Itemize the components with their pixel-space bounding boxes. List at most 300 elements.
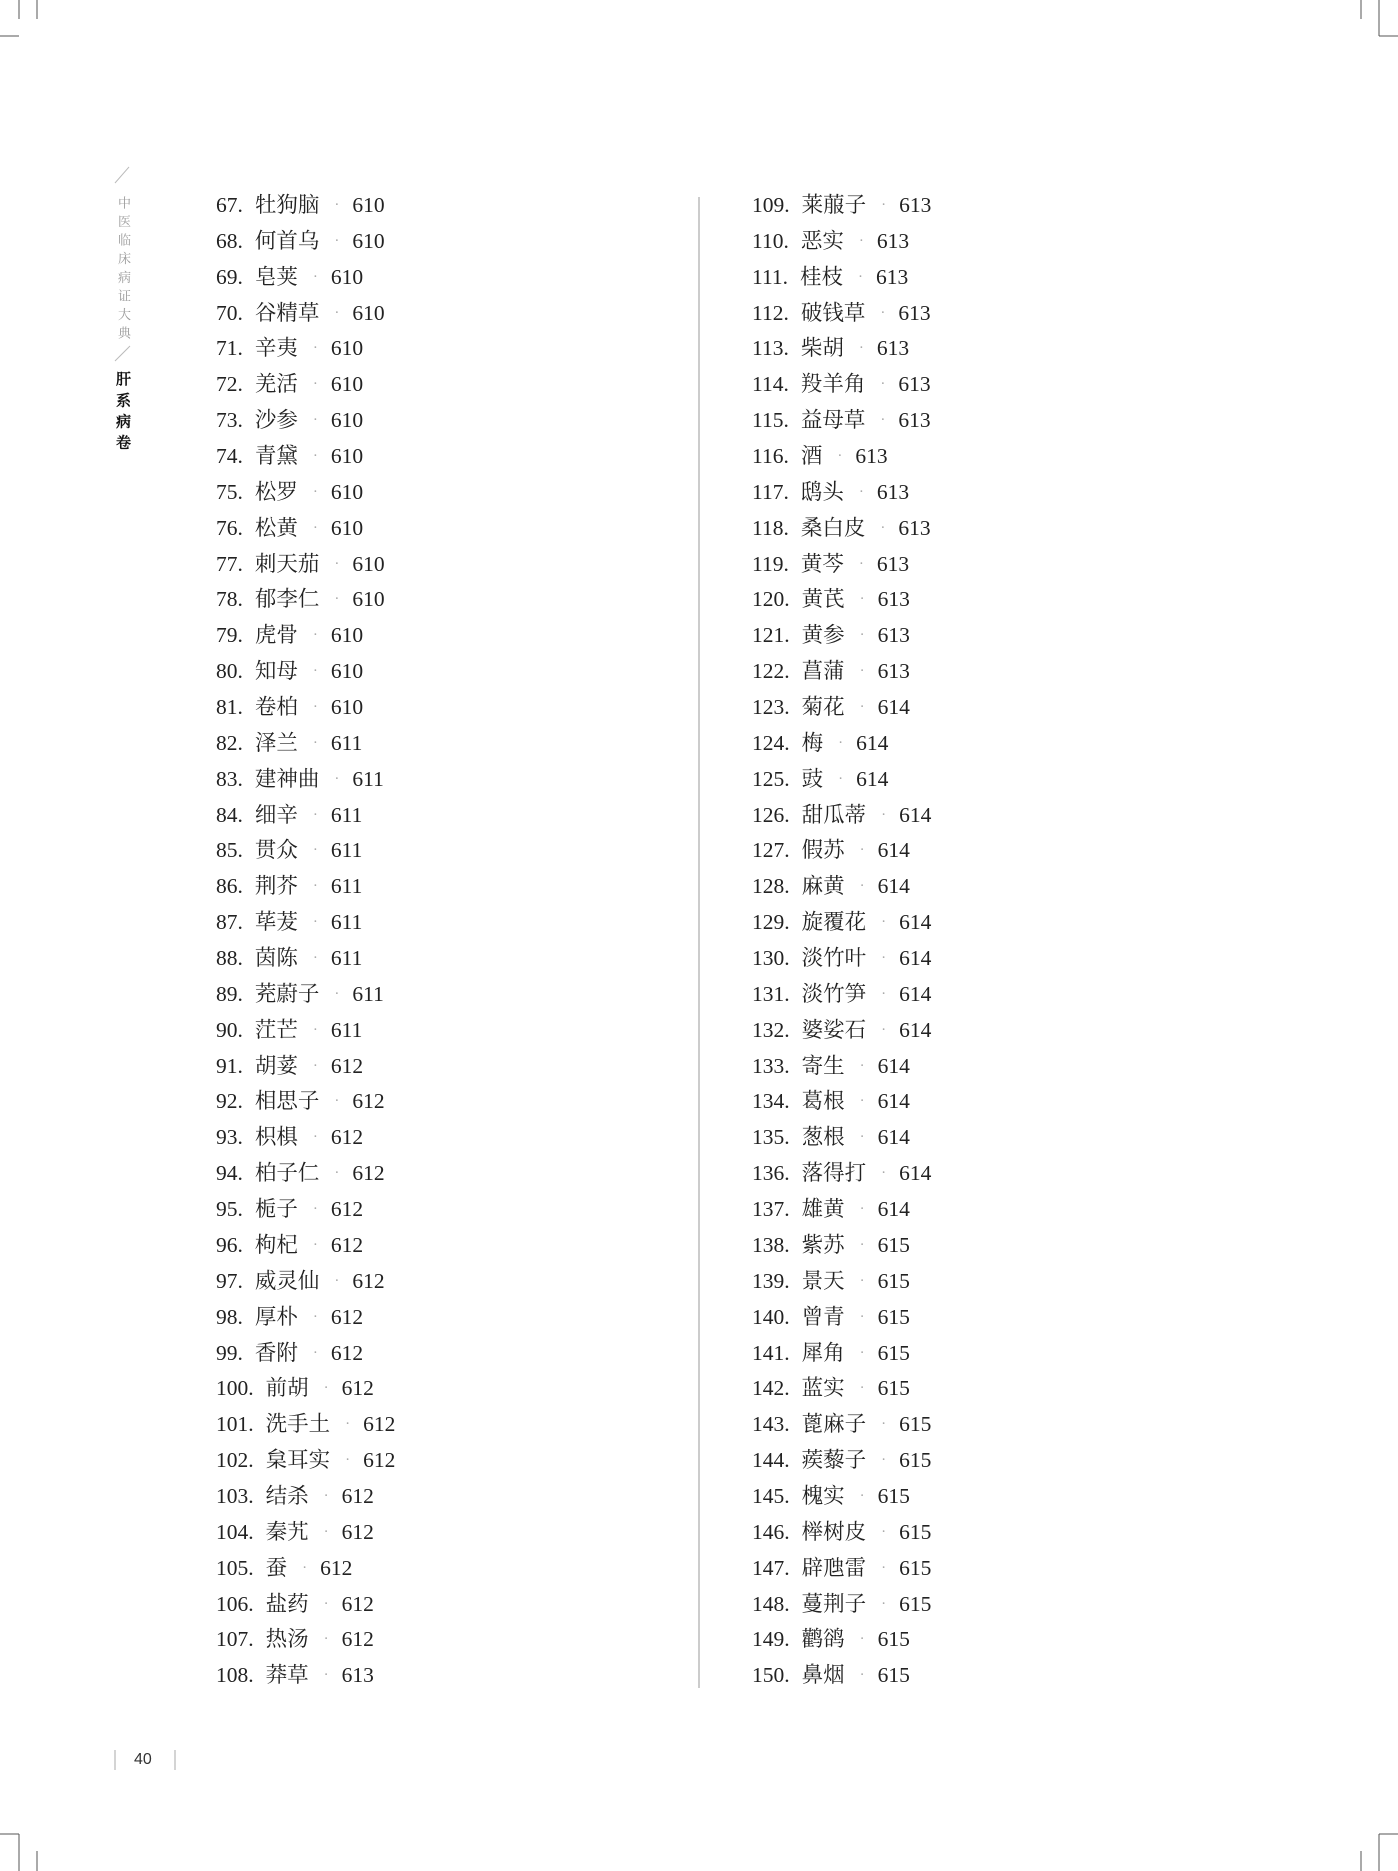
index-entry (216, 977, 656, 1013)
index-entry (752, 1013, 1192, 1049)
entry-name: 荆芥 (254, 874, 298, 899)
entry-separator: · (334, 232, 340, 249)
index-entry (216, 905, 656, 941)
entry-separator: · (859, 1236, 865, 1253)
entry-number: 119. (752, 551, 789, 576)
index-entry (752, 331, 1192, 367)
entry-number: 107. (216, 1627, 254, 1652)
entry-name: 黄芩 (800, 551, 844, 576)
entry-name: 益母草 (800, 408, 866, 433)
index-entry (216, 260, 656, 296)
entry-separator: · (323, 1667, 329, 1684)
entry-number: 137. (752, 1197, 790, 1222)
entry-name: 蓖麻子 (801, 1412, 867, 1437)
index-entry (752, 905, 1192, 941)
entry-number: 111. (752, 264, 789, 289)
entry-page: 612 (341, 1591, 374, 1616)
index-entry (752, 726, 1192, 762)
entry-number: 118. (752, 515, 789, 540)
entry-name: 栀子 (254, 1197, 298, 1222)
entry-separator: · (312, 519, 318, 536)
entry-name: 松罗 (254, 479, 298, 504)
index-entry (752, 1049, 1192, 1085)
index-entry (216, 762, 656, 798)
entry-name: 皂荚 (254, 264, 298, 289)
entry-number: 68. (216, 228, 243, 253)
index-entry (752, 188, 1192, 224)
entry-separator: · (838, 770, 844, 787)
entry-name: 旋覆花 (801, 910, 867, 935)
entry-name: 胡荽 (254, 1053, 298, 1078)
entry-page: 612 (330, 1340, 364, 1365)
index-entry (752, 1622, 1192, 1658)
entry-separator: · (838, 734, 844, 751)
entry-name: 曾青 (801, 1304, 845, 1329)
entry-page: 610 (330, 695, 364, 720)
entry-number: 106. (216, 1591, 254, 1616)
entry-name: 甜瓜蒂 (801, 802, 867, 827)
index-entry (752, 511, 1192, 547)
entry-page: 612 (341, 1627, 374, 1652)
entry-page: 612 (330, 1125, 364, 1150)
entry-separator: · (859, 1093, 865, 1110)
entry-separator: · (323, 1380, 329, 1397)
entry-number: 125. (752, 766, 790, 791)
index-entry (752, 1479, 1192, 1515)
entry-number: 142. (752, 1376, 790, 1401)
entry-name: 相思子 (254, 1089, 320, 1114)
entry-number: 114. (752, 372, 789, 397)
entry-number: 74. (216, 444, 243, 469)
entry-name: 结杀 (265, 1483, 309, 1508)
index-entry (752, 1658, 1192, 1694)
entry-page: 611 (330, 730, 363, 755)
entry-separator: · (881, 1559, 887, 1576)
index-entry (216, 1551, 656, 1587)
entry-page: 615 (877, 1663, 910, 1688)
entry-name: 柏子仁 (254, 1161, 320, 1186)
entry-number: 90. (216, 1017, 243, 1042)
index-entry (752, 439, 1192, 475)
entry-number: 97. (216, 1268, 243, 1293)
index-entry (216, 547, 656, 583)
entry-page: 613 (876, 264, 909, 289)
entry-number: 147. (752, 1555, 790, 1580)
entry-name: 梅 (801, 730, 824, 755)
index-entry (216, 726, 656, 762)
index-entry (216, 1228, 656, 1264)
index-entry (216, 511, 656, 547)
entry-number: 128. (752, 874, 790, 899)
index-entry (752, 1084, 1192, 1120)
entry-name: 恶实 (800, 228, 844, 253)
entry-number: 113. (752, 336, 789, 361)
index-entry (216, 798, 656, 834)
entry-number: 116. (752, 444, 789, 469)
entry-number: 84. (216, 802, 243, 827)
index-entry (752, 1443, 1192, 1479)
entry-name: 辟虺雷 (801, 1555, 867, 1580)
entry-name: 细辛 (254, 802, 298, 827)
entry-number: 140. (752, 1304, 790, 1329)
entry-number: 127. (752, 838, 790, 863)
index-entry (752, 1551, 1192, 1587)
entry-name: 寄生 (801, 1053, 845, 1078)
entry-separator: · (858, 483, 864, 500)
index-entry (752, 762, 1192, 798)
entry-number: 112. (752, 300, 789, 325)
entry-separator: · (859, 663, 865, 680)
entry-number: 93. (216, 1125, 243, 1150)
entry-name: 酒 (800, 444, 823, 469)
entry-separator: · (859, 1380, 865, 1397)
index-entry (216, 1587, 656, 1623)
entry-separator: · (345, 1416, 351, 1433)
entry-name: 豉 (801, 766, 824, 791)
entry-name: 榉树皮 (801, 1519, 867, 1544)
entry-number: 134. (752, 1089, 790, 1114)
index-entry (752, 1587, 1192, 1623)
index-entry (216, 188, 656, 224)
entry-name: 菖蒲 (801, 659, 845, 684)
entry-number: 79. (216, 623, 243, 648)
entry-separator: · (334, 770, 340, 787)
entry-page: 612 (363, 1448, 396, 1473)
entry-name: 菊花 (801, 695, 845, 720)
entry-separator: · (859, 1129, 865, 1146)
entry-page: 614 (856, 766, 889, 791)
entry-number: 123. (752, 695, 790, 720)
index-entry (216, 582, 656, 618)
entry-page: 614 (877, 1197, 910, 1222)
entry-page: 613 (898, 372, 931, 397)
entry-number: 82. (216, 730, 243, 755)
entry-number: 77. (216, 551, 243, 576)
entry-separator: · (880, 376, 886, 393)
entry-name: 茺蔚子 (254, 981, 320, 1006)
entry-page: 610 (330, 336, 364, 361)
entry-separator: · (312, 842, 318, 859)
entry-name: 黄参 (801, 623, 845, 648)
entry-separator: · (312, 699, 318, 716)
index-entry (752, 1515, 1192, 1551)
entry-page: 611 (352, 766, 384, 791)
entry-page: 611 (330, 946, 363, 971)
index-entry (752, 690, 1192, 726)
entry-name: 贯众 (254, 838, 298, 863)
entry-name: 盐药 (265, 1591, 309, 1616)
entry-number: 145. (752, 1483, 790, 1508)
entry-page: 612 (363, 1412, 396, 1437)
index-entry (216, 869, 656, 905)
entry-separator: · (858, 232, 864, 249)
entry-page: 612 (352, 1268, 385, 1293)
entry-number: 144. (752, 1448, 790, 1473)
entry-name: 辛夷 (254, 336, 298, 361)
entry-page: 613 (898, 408, 931, 433)
entry-number: 130. (752, 946, 790, 971)
index-entry (216, 1622, 656, 1658)
entry-page: 612 (341, 1483, 374, 1508)
entry-separator: · (312, 878, 318, 895)
entry-name: 桑白皮 (800, 515, 866, 540)
index-entry (752, 941, 1192, 977)
entry-separator: · (881, 1595, 887, 1612)
header-slash (115, 346, 130, 361)
entry-page: 610 (330, 264, 364, 289)
index-entry (752, 618, 1192, 654)
entry-page: 614 (899, 910, 932, 935)
entry-page: 614 (877, 874, 910, 899)
entry-separator: · (334, 1165, 340, 1182)
entry-number: 87. (216, 910, 243, 935)
entry-page: 610 (330, 479, 364, 504)
entry-name: 刺天茄 (254, 551, 320, 576)
entry-page: 612 (341, 1519, 374, 1544)
index-entry (752, 654, 1192, 690)
index-entry (752, 1156, 1192, 1192)
entry-page: 615 (877, 1376, 910, 1401)
entry-name: 洗手土 (265, 1412, 331, 1437)
entry-name: 荜茇 (254, 910, 298, 935)
entry-number: 67. (216, 193, 243, 217)
index-entry (752, 1228, 1192, 1264)
index-entry (216, 1049, 656, 1085)
entry-number: 72. (216, 372, 243, 397)
entry-name: 蔓荆子 (801, 1591, 867, 1616)
index-entry (752, 296, 1192, 332)
index-entry (216, 1300, 656, 1336)
entry-name: 蚕 (265, 1555, 288, 1580)
entry-page: 613 (341, 1663, 374, 1688)
entry-separator: · (334, 197, 340, 213)
entry-separator: · (881, 197, 887, 213)
entry-separator: · (880, 412, 886, 429)
entry-page: 614 (899, 946, 932, 971)
entry-name: 莽草 (265, 1663, 309, 1688)
entry-separator: · (312, 806, 318, 823)
entry-name: 知母 (254, 659, 298, 684)
index-entry (216, 331, 656, 367)
entry-number: 136. (752, 1161, 790, 1186)
entry-separator: · (312, 1308, 318, 1325)
entry-page: 615 (877, 1627, 910, 1652)
entry-page: 610 (330, 444, 364, 469)
index-entry (752, 1407, 1192, 1443)
entry-number: 131. (752, 981, 790, 1006)
entry-page: 612 (352, 1089, 385, 1114)
entry-name: 谷精草 (254, 300, 320, 325)
entry-page: 613 (877, 659, 910, 684)
entry-number: 122. (752, 659, 790, 684)
index-entry (216, 618, 656, 654)
index-entry (752, 260, 1192, 296)
entry-number: 105. (216, 1555, 254, 1580)
index-entry (752, 1192, 1192, 1228)
entry-number: 96. (216, 1232, 243, 1257)
entry-name: 槐实 (801, 1483, 845, 1508)
entry-number: 88. (216, 946, 243, 971)
entry-page: 612 (330, 1232, 364, 1257)
entry-number: 129. (752, 910, 790, 935)
entry-number: 138. (752, 1232, 790, 1257)
entry-separator: · (312, 627, 318, 644)
index-entry (216, 941, 656, 977)
entry-separator: · (312, 950, 318, 967)
entry-page: 614 (877, 1053, 910, 1078)
entry-page: 610 (330, 372, 364, 397)
entry-name: 破钱草 (800, 300, 866, 325)
index-entry (216, 1658, 656, 1694)
index-entry (752, 224, 1192, 260)
entry-page: 613 (876, 336, 910, 361)
entry-page: 611 (352, 981, 384, 1006)
entry-name: 鹳鹆 (801, 1627, 845, 1652)
entry-name: 沙参 (254, 408, 298, 433)
index-column-left (216, 188, 656, 1694)
entry-page: 611 (330, 802, 363, 827)
entry-page: 610 (352, 228, 385, 253)
entry-page: 610 (330, 659, 364, 684)
entry-separator: · (334, 1272, 340, 1289)
entry-page: 614 (899, 1161, 932, 1186)
entry-separator: · (312, 412, 318, 429)
entry-separator: · (859, 1057, 865, 1074)
entry-number: 78. (216, 587, 243, 612)
entry-page: 615 (899, 1555, 932, 1580)
index-entry (752, 547, 1192, 583)
entry-number: 70. (216, 300, 243, 325)
index-entry (216, 224, 656, 260)
entry-separator: · (312, 268, 318, 285)
entry-separator: · (312, 1057, 318, 1074)
index-column-right (752, 188, 1192, 1694)
entry-name: 婆娑石 (801, 1017, 867, 1042)
page-number: 40 (134, 1751, 152, 1768)
entry-page: 614 (899, 802, 932, 827)
index-entry (752, 1336, 1192, 1372)
entry-separator: · (881, 1452, 887, 1469)
entry-number: 101. (216, 1412, 254, 1437)
entry-separator: · (881, 1021, 887, 1038)
entry-separator: · (312, 663, 318, 680)
index-entry (216, 1336, 656, 1372)
index-entry (752, 798, 1192, 834)
entry-number: 132. (752, 1017, 790, 1042)
entry-page: 615 (899, 1448, 932, 1473)
entry-separator: · (858, 340, 864, 357)
entry-page: 615 (877, 1483, 910, 1508)
entry-number: 75. (216, 479, 243, 504)
index-entry (752, 403, 1192, 439)
index-entry (752, 869, 1192, 905)
entry-page: 613 (876, 551, 910, 576)
entry-page: 612 (330, 1053, 364, 1078)
entry-separator: · (881, 1416, 887, 1433)
entry-page: 610 (352, 551, 385, 576)
entry-name: 鼻烟 (801, 1663, 845, 1688)
entry-number: 135. (752, 1125, 790, 1150)
entry-separator: · (881, 1165, 887, 1182)
entry-name: 牡狗脑 (254, 193, 320, 217)
entry-page: 610 (330, 515, 364, 540)
entry-number: 133. (752, 1053, 790, 1078)
entry-separator: · (881, 950, 887, 967)
entry-number: 100. (216, 1376, 254, 1401)
entry-page: 615 (877, 1232, 910, 1257)
entry-number: 94. (216, 1161, 243, 1186)
entry-page: 611 (330, 874, 363, 899)
entry-number: 143. (752, 1412, 790, 1437)
entry-separator: · (859, 1272, 865, 1289)
entry-number: 102. (216, 1448, 254, 1473)
entry-separator: · (881, 806, 887, 823)
entry-number: 149. (752, 1627, 790, 1652)
entry-name: 茳芒 (254, 1017, 298, 1042)
entry-page: 612 (330, 1304, 364, 1329)
entry-name: 景天 (801, 1268, 845, 1293)
entry-page: 614 (856, 730, 889, 755)
index-entry (752, 367, 1192, 403)
index-entry (216, 1407, 656, 1443)
entry-name: 威灵仙 (254, 1268, 320, 1293)
entry-page: 612 (320, 1555, 353, 1580)
entry-page: 612 (330, 1197, 364, 1222)
entry-number: 71. (216, 336, 243, 361)
entry-number: 69. (216, 264, 243, 289)
entry-name: 柴胡 (800, 336, 844, 361)
entry-number: 148. (752, 1591, 790, 1616)
entry-number: 104. (216, 1519, 254, 1544)
entry-page: 613 (877, 623, 910, 648)
index-entry (216, 654, 656, 690)
entry-number: 95. (216, 1197, 243, 1222)
entry-separator: · (312, 1236, 318, 1253)
entry-page: 612 (341, 1376, 374, 1401)
entry-separator: · (312, 1129, 318, 1146)
index-entry (752, 977, 1192, 1013)
entry-page: 615 (877, 1304, 910, 1329)
entry-separator: · (859, 1487, 865, 1504)
entry-name: 淡竹叶 (801, 946, 867, 971)
entry-number: 126. (752, 802, 790, 827)
entry-page: 614 (899, 981, 932, 1006)
entry-name: 羖羊角 (800, 372, 866, 397)
entry-name: 香附 (254, 1340, 298, 1365)
entry-page: 610 (352, 587, 385, 612)
entry-number: 150. (752, 1663, 790, 1688)
entry-number: 139. (752, 1268, 790, 1293)
entry-separator: · (323, 1487, 329, 1504)
entry-separator: · (881, 914, 887, 931)
entry-page: 613 (899, 193, 932, 217)
entry-name: 建神曲 (254, 766, 320, 791)
entry-separator: · (312, 734, 318, 751)
entry-number: 141. (752, 1340, 790, 1365)
entry-separator: · (858, 555, 864, 572)
entry-page: 613 (876, 479, 910, 504)
entry-name: 何首乌 (254, 228, 320, 253)
entry-separator: · (859, 627, 865, 644)
entry-separator: · (312, 376, 318, 393)
entry-separator: · (312, 483, 318, 500)
entry-separator: · (312, 340, 318, 357)
entry-separator: · (880, 519, 886, 536)
index-entry (752, 1120, 1192, 1156)
entry-page: 613 (877, 587, 910, 612)
entry-name: 松黄 (254, 515, 298, 540)
index-entry (752, 1264, 1192, 1300)
